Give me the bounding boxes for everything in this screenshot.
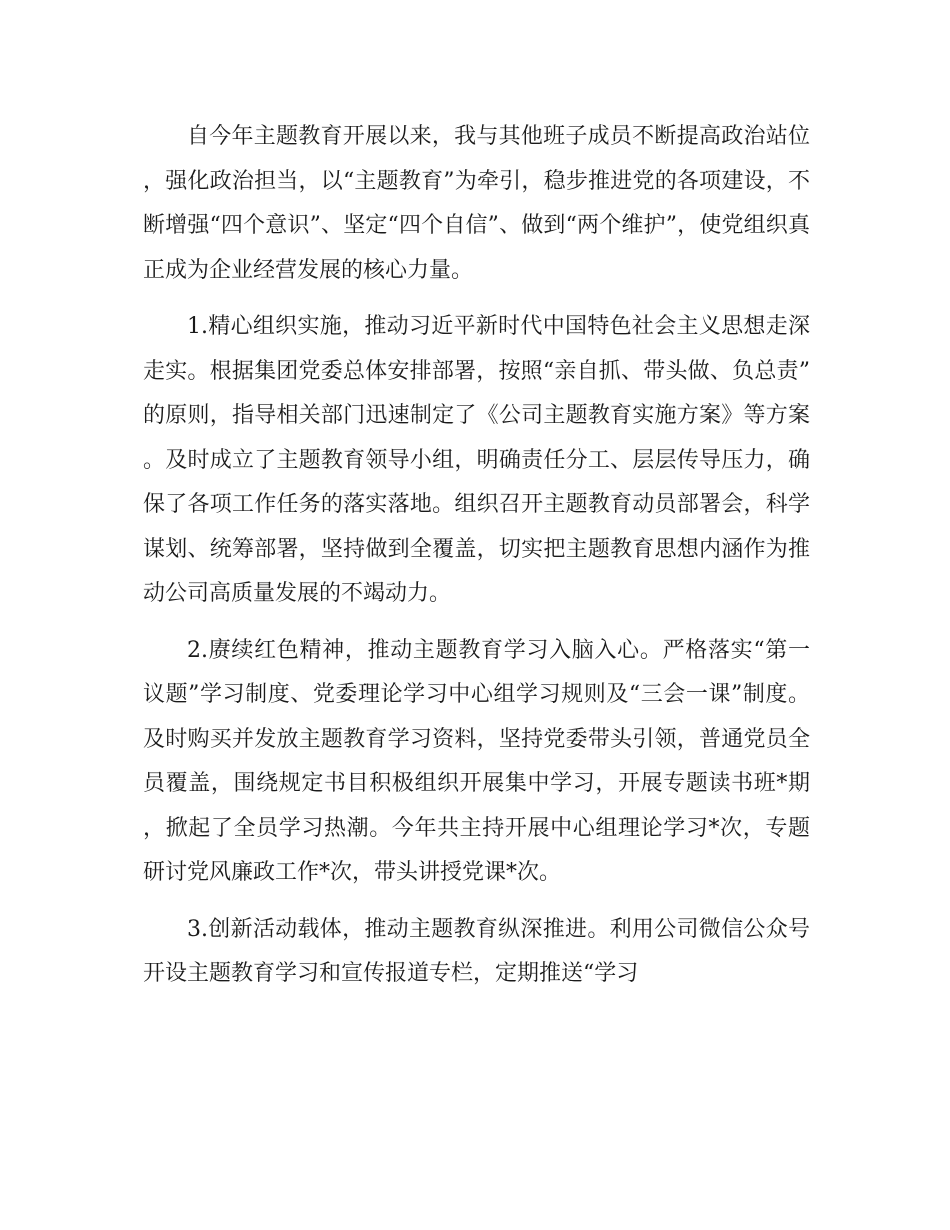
document-page (143, 115, 810, 1009)
paragraph-item-2: 2.赓续红色精神，推动主题教育学习入脑入心。严格落实“第一议题”学习制度、党委理论学习中心组学习规则及“三会一课”制度。及时购买并发放主题教育学习资料，坚持党委带头引领，普通党员全员覆盖，围绕规定书目积极组织开展集中学习，开展专题读书班*期，掀起了全员学习热潮。今年共主持开展中心组理论学习*次，专题研讨党风廉政工作*次，带头讲授党课*次。 (143, 637, 810, 885)
paragraph-intro: 自今年主题教育开展以来，我与其他班子成员不断提高政治站位，强化政治担当，以“主题教育”为牵引，稳步推进党的各项建设，不断增强“四个意识”、坚定“四个自信”、做到“两个维护”，使党组织真正成为企业经营发展的核心力量。 (143, 124, 810, 283)
paragraph-item-3: 3.创新活动载体，推动主题教育纵深推进。利用公司微信公众号开设主题教育学习和宣传报道专栏，定期推送“学习 (143, 916, 810, 986)
paragraph-item-1: 1.精心组织实施，推动习近平新时代中国特色社会主义思想走深走实。根据集团党委总体安排部署，按照“亲自抓、带头做、负总责”的原则，指导相关部门迅速制定了《公司主题教育实施方案》等方案。及时成立了主题教育领导小组，明确责任分工、层层传导压力，确保了各项工作任务的落实落地。组织召开主题教育动员部署会，科学谋划、统筹部署，坚持做到全覆盖，切实把主题教育思想内涵作为推动公司高质量发展的不竭动力。 (143, 314, 810, 606)
